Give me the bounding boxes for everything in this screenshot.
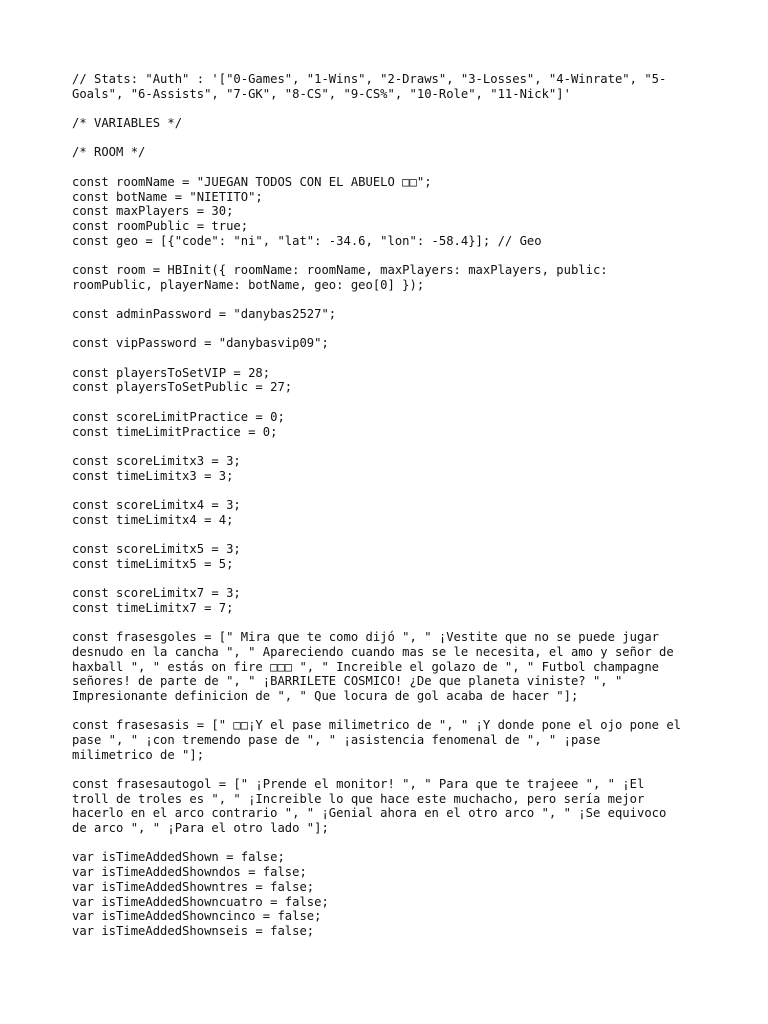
code-line: de arco ", " ¡Para el otro lado "]; (72, 821, 329, 836)
code-paragraph (72, 145, 702, 160)
code-line: const scoreLimitx3 = 3; (72, 453, 241, 468)
code-line: const timeLimitx5 = 5; (72, 556, 234, 571)
code-line: const playersToSetPublic = 27; (72, 380, 293, 395)
code-line: var isTimeAddedShowntres = false; (72, 879, 315, 894)
code-line: var isTimeAddedShown = false; (72, 850, 285, 865)
code-line: /* VARIABLES */ (72, 116, 183, 131)
code-paragraph (72, 630, 702, 703)
code-line: const geo = [{"code": "ni", "lat": -34.6, "lon": -58.4}]; // Geo (72, 233, 542, 248)
code-line: const room = HBInit({ roomName: roomName, maxPlayers: maxPlayers, public: (72, 262, 608, 277)
code-paragraph (72, 307, 702, 322)
code-line: desnudo en la cancha ", " Apareciendo cuando mas se le necesita, el amo y señor de (72, 644, 674, 659)
code-paragraph (72, 498, 702, 527)
code-paragraph (72, 116, 702, 131)
code-line: haxball ", " estás on fire □□□ ", " Increible el golazo de ", " Futbol champagne (72, 659, 659, 674)
code-line: const scoreLimitx5 = 3; (72, 542, 241, 556)
code-paragraph (72, 850, 702, 938)
code-line: señores! de parte de ", " ¡BARRILETE COSMICO! ¿De que planeta viniste? ", " (72, 674, 623, 689)
code-line: const frasesgoles = [" Mira que te como dijó ", " ¡Vestite que no se puede jugar (72, 630, 659, 645)
code-paragraph (72, 263, 702, 292)
code-line: const timeLimitx7 = 7; (72, 600, 234, 615)
code-paragraph (72, 175, 702, 248)
code-line: const scoreLimitx4 = 3; (72, 497, 241, 512)
code-line: pase ", " ¡con tremendo pase de ", " ¡asistencia fenomenal de ", " ¡pase (72, 732, 601, 747)
code-line: const scoreLimitx7 = 3; (72, 586, 241, 601)
code-line: var isTimeAddedShowndos = false; (72, 865, 307, 880)
code-line: roomPublic, playerName: botName, geo: geo[0] }); (72, 277, 425, 292)
code-line: var isTimeAddedShownseis = false; (72, 923, 315, 938)
code-line: // Stats: "Auth" : '["0-Games", "1-Wins", "2-Draws", "3-Losses", "4-Winrate", "5- (72, 72, 667, 86)
code-line: const adminPassword = "danybas2527"; (72, 307, 337, 321)
code-paragraph (72, 336, 702, 351)
code-line: const timeLimitx3 = 3; (72, 468, 234, 483)
code-line: /* ROOM */ (72, 145, 146, 160)
code-paragraph (72, 454, 702, 483)
code-document (72, 72, 702, 953)
code-line: const botName = "NIETITO"; (72, 189, 263, 204)
code-paragraph (72, 542, 702, 571)
code-line: const roomName = "JUEGAN TODOS CON EL ABUELO □□"; (72, 174, 432, 189)
code-line: const vipPassword = "danybasvip09"; (72, 336, 329, 351)
code-line: const frasesasis = [" □□¡Y el pase milimetrico de ", " ¡Y donde pone el ojo pone el (72, 718, 682, 733)
code-line: const scoreLimitPractice = 0; (72, 409, 285, 424)
code-line: var isTimeAddedShowncuatro = false; (72, 894, 329, 909)
code-paragraph (72, 586, 702, 615)
code-paragraph (72, 366, 702, 395)
code-line: var isTimeAddedShowncinco = false; (72, 909, 322, 924)
code-line: hacerlo en el arco contrario ", " ¡Genial ahora en el otro arco ", " ¡Se equivoco (72, 806, 667, 821)
code-paragraph (72, 777, 702, 836)
code-line: milimetrico de "]; (72, 747, 205, 762)
code-line: const maxPlayers = 30; (72, 204, 234, 219)
code-line: const roomPublic = true; (72, 218, 249, 233)
code-paragraph (72, 718, 702, 762)
code-line: Impresionante definicion de ", " Que locura de gol acaba de hacer "]; (72, 688, 579, 703)
code-line: const timeLimitPractice = 0; (72, 424, 278, 439)
code-paragraph (72, 72, 702, 101)
code-line: troll de troles es ", " ¡Increible lo que hace este muchacho, pero sería mejor (72, 791, 645, 806)
code-line: const playersToSetVIP = 28; (72, 365, 271, 380)
code-line: const frasesautogol = [" ¡Prende el monitor! ", " Para que te trajeee ", " ¡El (72, 777, 645, 791)
code-line: Goals", "6-Assists", "7-GK", "8-CS", "9-CS%", "10-Role", "11-Nick"]' (72, 86, 571, 101)
code-paragraph (72, 410, 702, 439)
code-line: const timeLimitx4 = 4; (72, 512, 234, 527)
